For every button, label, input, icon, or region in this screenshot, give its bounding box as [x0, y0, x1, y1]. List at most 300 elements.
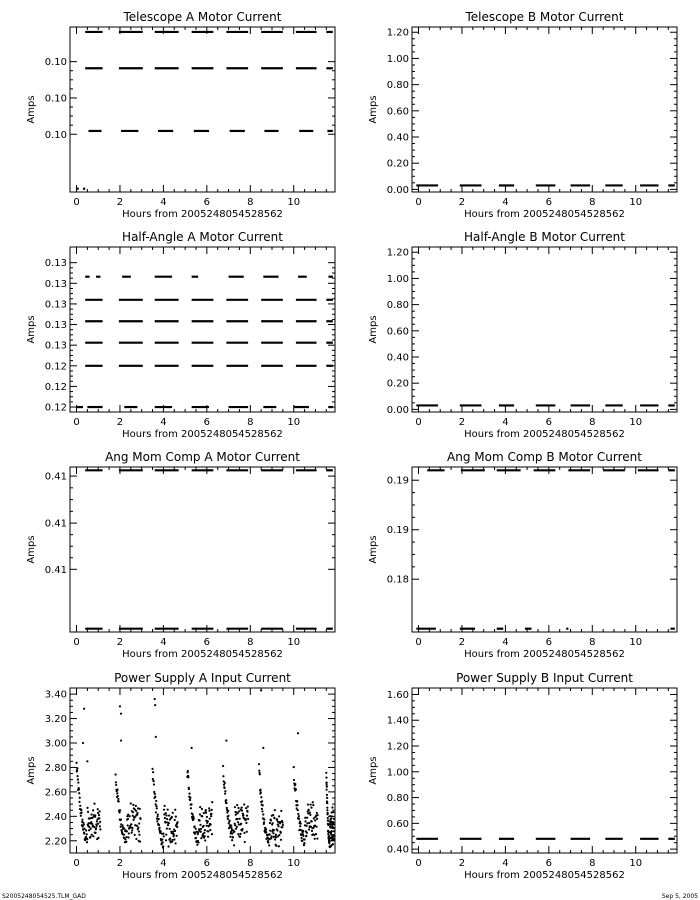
plot-frame — [412, 467, 677, 632]
x-tick-label: 8 — [247, 858, 254, 869]
x-tick-label: 8 — [589, 637, 596, 648]
chart-title: Half-Angle B Motor Current — [464, 230, 625, 244]
data-point — [233, 830, 235, 832]
data-point — [93, 803, 95, 805]
data-point — [188, 788, 190, 790]
data-point — [165, 814, 167, 816]
data-point — [176, 821, 178, 823]
data-point — [312, 801, 314, 803]
data-point — [190, 803, 192, 805]
data-point — [203, 812, 205, 814]
data-point — [315, 833, 317, 835]
data-point — [306, 817, 308, 819]
data-point — [92, 835, 94, 837]
data-point — [332, 821, 334, 823]
data-point — [132, 804, 134, 806]
chart-title: Telescope A Motor Current — [123, 10, 282, 24]
x-axis-label: Hours from 2005248054528562 — [122, 429, 283, 440]
data-point — [306, 825, 308, 827]
data-point — [117, 798, 119, 800]
data-point — [90, 828, 92, 830]
data-point — [211, 809, 213, 811]
data-point — [242, 814, 244, 816]
data-point — [189, 796, 191, 798]
y-tick-label: 1.00 — [386, 53, 409, 65]
x-tick-label: 8 — [589, 417, 596, 428]
x-tick-label: 4 — [160, 417, 167, 428]
x-tick-label: 0 — [73, 637, 80, 648]
data-point — [154, 793, 156, 795]
y-tick-label: 2.20 — [44, 836, 67, 848]
data-point — [273, 817, 275, 819]
data-point — [278, 815, 280, 817]
x-tick-label: 2 — [116, 197, 124, 208]
x-tick-label: 4 — [502, 637, 509, 648]
data-point — [138, 822, 140, 824]
data-point — [275, 834, 277, 836]
y-tick-label: 0.20 — [386, 158, 409, 170]
data-point — [131, 827, 133, 829]
data-point — [308, 809, 310, 811]
plot-frame — [412, 27, 677, 192]
data-point — [158, 824, 160, 826]
chart-title: Telescope B Motor Current — [465, 10, 624, 24]
data-point — [303, 842, 305, 844]
data-point — [200, 831, 202, 833]
data-point — [297, 809, 299, 811]
data-point — [190, 807, 192, 809]
data-point — [244, 841, 246, 843]
data-point — [172, 812, 174, 814]
y-tick-label: 0.13 — [44, 299, 67, 311]
chart-panel — [368, 230, 677, 440]
data-point — [193, 825, 195, 827]
y-axis-label: Amps — [26, 756, 37, 785]
data-point — [120, 713, 122, 715]
data-point — [308, 828, 310, 830]
data-point — [167, 845, 169, 847]
data-point — [300, 823, 302, 825]
data-point — [79, 805, 81, 807]
data-point — [228, 820, 230, 822]
data-point — [241, 807, 243, 809]
data-point — [163, 809, 165, 811]
y-tick-label: 0.19 — [386, 475, 409, 487]
data-point — [307, 803, 309, 805]
chart-title: Half-Angle A Motor Current — [122, 230, 283, 244]
data-point — [312, 804, 314, 806]
data-point — [293, 779, 295, 781]
chart-title: Ang Mom Comp A Motor Current — [105, 450, 300, 464]
y-axis-label: Amps — [368, 535, 379, 564]
data-point — [265, 831, 267, 833]
data-point — [236, 818, 238, 820]
data-point — [129, 826, 131, 828]
data-point — [174, 842, 176, 844]
data-point — [80, 815, 82, 817]
data-point — [195, 837, 197, 839]
y-tick-label: 0.80 — [386, 80, 409, 92]
data-point — [192, 813, 194, 815]
x-tick-label: 0 — [415, 197, 422, 208]
data-point — [162, 841, 164, 843]
x-tick-label: 6 — [545, 417, 553, 428]
data-point — [326, 809, 328, 811]
y-axis-label: Amps — [368, 315, 379, 344]
date-label: Sep 5, 2005 — [661, 893, 698, 900]
data-point — [80, 809, 82, 811]
data-point — [154, 698, 156, 700]
data-point — [316, 818, 318, 820]
data-point — [274, 838, 276, 840]
x-tick-label: 8 — [247, 197, 254, 208]
x-tick-label: 2 — [116, 637, 124, 648]
plot-frame — [412, 247, 677, 412]
x-tick-label: 2 — [116, 858, 124, 869]
x-tick-label: 6 — [203, 417, 211, 428]
x-tick-label: 4 — [160, 858, 167, 869]
data-point — [91, 834, 93, 836]
data-point — [134, 834, 136, 836]
data-point — [258, 770, 260, 772]
data-point — [330, 818, 332, 820]
data-point — [83, 824, 85, 826]
x-tick-label: 0 — [415, 858, 422, 869]
data-point — [263, 818, 265, 820]
data-point — [89, 836, 91, 838]
x-tick-label: 10 — [629, 197, 643, 208]
y-tick-label: 1.20 — [386, 247, 409, 259]
x-tick-label: 2 — [458, 197, 466, 208]
data-point — [240, 823, 242, 825]
y-axis-label: Amps — [368, 95, 379, 124]
data-point — [298, 815, 300, 817]
y-tick-label: 0.12 — [44, 361, 67, 373]
data-point — [165, 834, 167, 836]
data-point — [325, 789, 327, 791]
data-point — [328, 840, 330, 842]
data-point — [88, 826, 90, 828]
data-point — [332, 826, 334, 828]
x-tick-label: 10 — [629, 637, 643, 648]
data-point — [164, 821, 166, 823]
data-point — [333, 835, 335, 837]
data-point — [229, 836, 231, 838]
data-point — [99, 825, 101, 827]
data-point — [120, 826, 122, 828]
data-point — [243, 803, 245, 805]
y-tick-label: 0.40 — [386, 352, 409, 364]
x-tick-label: 4 — [502, 417, 509, 428]
data-point — [267, 841, 269, 843]
data-point — [87, 811, 89, 813]
data-point — [332, 843, 334, 845]
data-point — [199, 813, 201, 815]
data-point — [314, 838, 316, 840]
data-point — [204, 839, 206, 841]
data-point — [304, 820, 306, 822]
data-point — [203, 832, 205, 834]
data-point — [83, 832, 85, 834]
data-point — [225, 802, 227, 804]
data-point — [314, 819, 316, 821]
data-point — [164, 805, 166, 807]
data-point — [94, 832, 96, 834]
data-point — [123, 828, 125, 830]
data-point — [231, 832, 233, 834]
data-point — [325, 777, 327, 779]
data-point — [326, 807, 328, 809]
y-axis-label: Amps — [368, 756, 379, 785]
data-point — [296, 800, 298, 802]
y-tick-label: 0.13 — [44, 320, 67, 332]
data-point — [302, 830, 304, 832]
data-point — [232, 836, 234, 838]
data-point — [131, 832, 133, 834]
data-point — [187, 770, 189, 772]
data-point — [188, 793, 190, 795]
x-tick-label: 4 — [502, 197, 509, 208]
data-point — [199, 819, 201, 821]
data-point — [116, 789, 118, 791]
data-point — [138, 834, 140, 836]
data-point — [165, 839, 167, 841]
data-point — [235, 828, 237, 830]
data-point — [174, 809, 176, 811]
data-point — [86, 760, 88, 762]
data-point — [227, 815, 229, 817]
data-point — [223, 787, 225, 789]
data-point — [139, 841, 141, 843]
data-point — [261, 810, 263, 812]
data-point — [269, 833, 271, 835]
data-point — [176, 835, 178, 837]
data-point — [98, 817, 100, 819]
data-point — [209, 818, 211, 820]
data-point — [260, 796, 262, 798]
data-point — [137, 826, 139, 828]
data-point — [272, 822, 274, 824]
data-point — [305, 835, 307, 837]
data-point — [152, 771, 154, 773]
x-tick-label: 0 — [73, 858, 80, 869]
y-tick-label: 3.40 — [44, 689, 67, 701]
data-point — [187, 776, 189, 778]
x-tick-label: 6 — [545, 197, 553, 208]
data-point — [136, 825, 138, 827]
data-point — [97, 823, 99, 825]
data-point — [332, 811, 334, 813]
data-point — [262, 813, 264, 815]
data-point — [222, 775, 224, 777]
data-point — [173, 838, 175, 840]
data-point — [115, 781, 117, 783]
data-point — [82, 742, 84, 744]
data-point — [238, 810, 240, 812]
data-point — [155, 811, 157, 813]
data-point — [97, 808, 99, 810]
data-point — [125, 841, 127, 843]
data-point — [197, 841, 199, 843]
data-point — [139, 808, 141, 810]
data-point — [326, 782, 328, 784]
data-point — [168, 822, 170, 824]
y-tick-label: 3.20 — [44, 714, 67, 726]
data-point — [162, 845, 164, 847]
y-axis-label: Amps — [26, 95, 37, 124]
data-point — [237, 821, 239, 823]
data-point — [210, 813, 212, 815]
data-point — [119, 809, 121, 811]
data-point — [269, 822, 271, 824]
data-point — [317, 814, 319, 816]
data-point — [83, 708, 85, 710]
data-point — [260, 689, 262, 691]
data-point — [117, 795, 119, 797]
data-point — [127, 818, 129, 820]
data-point — [309, 812, 311, 814]
x-tick-label: 10 — [629, 858, 643, 869]
data-point — [333, 818, 335, 820]
data-point — [193, 818, 195, 820]
data-point — [127, 813, 129, 815]
data-point — [120, 818, 122, 820]
data-point — [96, 820, 98, 822]
data-point — [128, 832, 130, 834]
data-point — [130, 802, 132, 804]
data-point — [233, 844, 235, 846]
data-point — [171, 839, 173, 841]
data-point — [278, 845, 280, 847]
data-point — [282, 821, 284, 823]
y-tick-label: 1.00 — [386, 767, 409, 779]
data-point — [118, 800, 120, 802]
y-tick-label: 1.20 — [386, 27, 409, 39]
y-tick-label: 0.13 — [44, 278, 67, 290]
data-point — [282, 824, 284, 826]
data-point — [246, 831, 248, 833]
data-point — [224, 793, 226, 795]
data-point — [234, 806, 236, 808]
data-point — [327, 812, 329, 814]
data-point — [241, 828, 243, 830]
data-point — [157, 813, 159, 815]
data-point — [195, 828, 197, 830]
y-tick-label: 0.41 — [44, 471, 67, 483]
data-point — [259, 789, 261, 791]
x-axis-label: Hours from 2005248054528562 — [464, 649, 625, 660]
y-tick-label: 0.60 — [386, 818, 409, 830]
y-tick-label: 1.00 — [386, 273, 409, 285]
data-point — [169, 837, 171, 839]
data-point — [206, 825, 208, 827]
data-point — [262, 804, 264, 806]
data-point — [138, 830, 140, 832]
chart-title: Ang Mom Comp B Motor Current — [447, 450, 642, 464]
data-point — [78, 788, 80, 790]
y-tick-label: 0.18 — [386, 574, 409, 586]
data-point — [225, 799, 227, 801]
x-axis-label: Hours from 2005248054528562 — [122, 649, 283, 660]
data-point — [208, 807, 210, 809]
data-point — [161, 838, 163, 840]
data-point — [120, 739, 122, 741]
data-point — [201, 815, 203, 817]
x-axis-label: Hours from 2005248054528562 — [122, 209, 283, 220]
data-point — [196, 844, 198, 846]
data-point — [122, 824, 124, 826]
data-point — [239, 836, 241, 838]
y-tick-label: 2.80 — [44, 762, 67, 774]
data-point — [222, 765, 224, 767]
data-point — [75, 762, 77, 764]
data-point — [207, 820, 209, 822]
chart-panel — [26, 230, 335, 440]
y-tick-label: 3.00 — [44, 738, 67, 750]
data-point — [130, 823, 132, 825]
data-point — [85, 829, 87, 831]
data-point — [237, 812, 239, 814]
data-point — [333, 830, 335, 832]
chart-panel — [26, 450, 335, 660]
chart-title: Power Supply B Input Current — [456, 671, 633, 685]
data-point — [235, 814, 237, 816]
data-point — [260, 791, 262, 793]
data-point — [298, 818, 300, 820]
data-point — [261, 800, 263, 802]
chart-panel — [368, 671, 677, 881]
data-point — [226, 807, 228, 809]
data-point — [236, 804, 238, 806]
data-point — [224, 782, 226, 784]
data-point — [280, 832, 282, 834]
x-tick-label: 0 — [415, 417, 422, 428]
data-point — [99, 810, 101, 812]
y-tick-label: 1.20 — [386, 741, 409, 753]
data-point — [129, 815, 131, 817]
data-point — [280, 810, 282, 812]
data-point — [293, 766, 295, 768]
y-tick-label: 0.10 — [44, 129, 67, 141]
data-point — [78, 792, 80, 794]
data-point — [116, 792, 118, 794]
x-axis-label: Hours from 2005248054528562 — [122, 870, 283, 881]
data-point — [158, 818, 160, 820]
data-point — [243, 832, 245, 834]
data-point — [327, 817, 329, 819]
data-point — [311, 820, 313, 822]
data-point — [132, 811, 134, 813]
data-point — [245, 818, 247, 820]
data-point — [152, 778, 154, 780]
y-tick-label: 0.00 — [386, 184, 409, 196]
x-tick-label: 4 — [160, 637, 167, 648]
data-point — [151, 768, 153, 770]
data-point — [239, 818, 241, 820]
data-point — [245, 807, 247, 809]
data-point — [262, 747, 264, 749]
data-point — [234, 824, 236, 826]
plot-frame — [412, 688, 677, 853]
x-tick-label: 6 — [545, 858, 553, 869]
y-tick-label: 0.10 — [44, 93, 67, 105]
data-point — [325, 772, 327, 774]
data-point — [225, 739, 227, 741]
data-point — [304, 838, 306, 840]
x-tick-label: 10 — [287, 417, 301, 428]
y-axis-label: Amps — [26, 535, 37, 564]
y-tick-label: 0.40 — [386, 844, 409, 856]
